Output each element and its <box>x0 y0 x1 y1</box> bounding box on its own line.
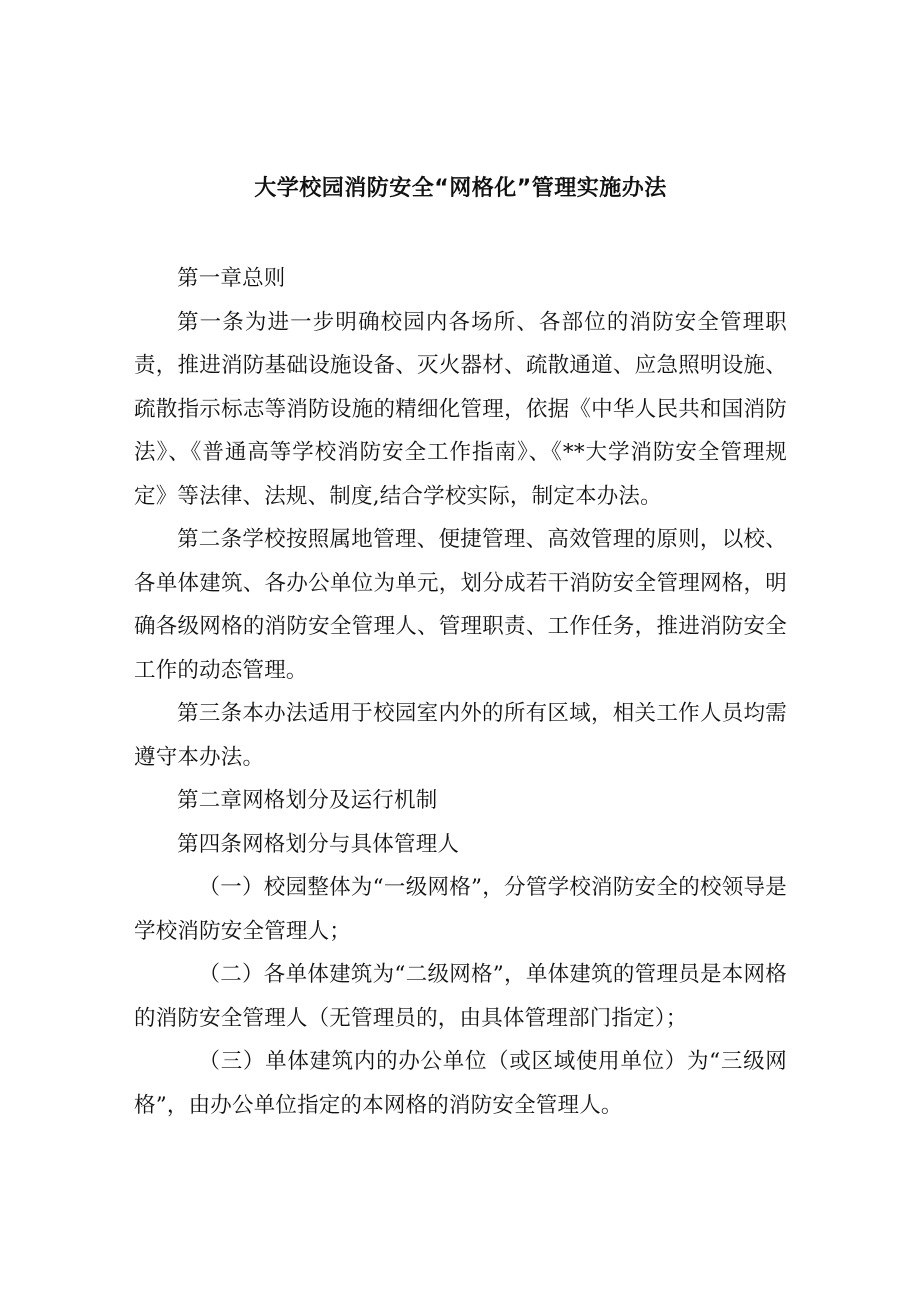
list-item: （一）校园整体为“一级网格”，分管学校消防安全的校领导是学校消防安全管理人； <box>134 875 787 944</box>
article-heading: 第四条网格划分与具体管理人 <box>177 831 460 857</box>
document-title: 大学校园消防安全“网格化”管理实施办法 <box>254 176 667 201</box>
article-paragraph: 第三条本办法适用于校园室内外的所有区域，相关工作人员均需遵守本办法。 <box>134 701 787 770</box>
document-body <box>134 257 787 1127</box>
chapter-heading: 第一章总则 <box>177 266 286 291</box>
list-item: （二）各单体建筑为“二级网格”，单体建筑的管理员是本网格的消防安全管理人（无管理员的，由具体管理部门指定）； <box>134 962 787 1031</box>
chapter-heading: 第二章网格划分及运行机制 <box>177 788 438 813</box>
article-paragraph: 第一条为进一步明确校园内各场所、各部位的消防安全管理职责，推进消防基础设施设备、灭火器材、疏散通道、应急照明设施、疏散指示标志等消防设施的精细化管理，依据《中华人民共和国消防法》、《普通高等学校消防安全工作指南》、《**大学消防安全管理规定》等法律、法规、制度,结合学校实际，制定本办法。 <box>134 309 787 509</box>
article-paragraph: 第二条学校按照属地管理、便捷管理、高效管理的原则，以校、各单体建筑、各办公单位为单元，划分成若干消防安全管理网格，明确各级网格的消防安全管理人、管理职责、工作任务，推进消防安全工作的动态管理。 <box>134 527 787 683</box>
list-item: （三）单体建筑内的办公单位（或区域使用单位）为“三级网格”，由办公单位指定的本网格的消防安全管理人。 <box>134 1049 787 1118</box>
